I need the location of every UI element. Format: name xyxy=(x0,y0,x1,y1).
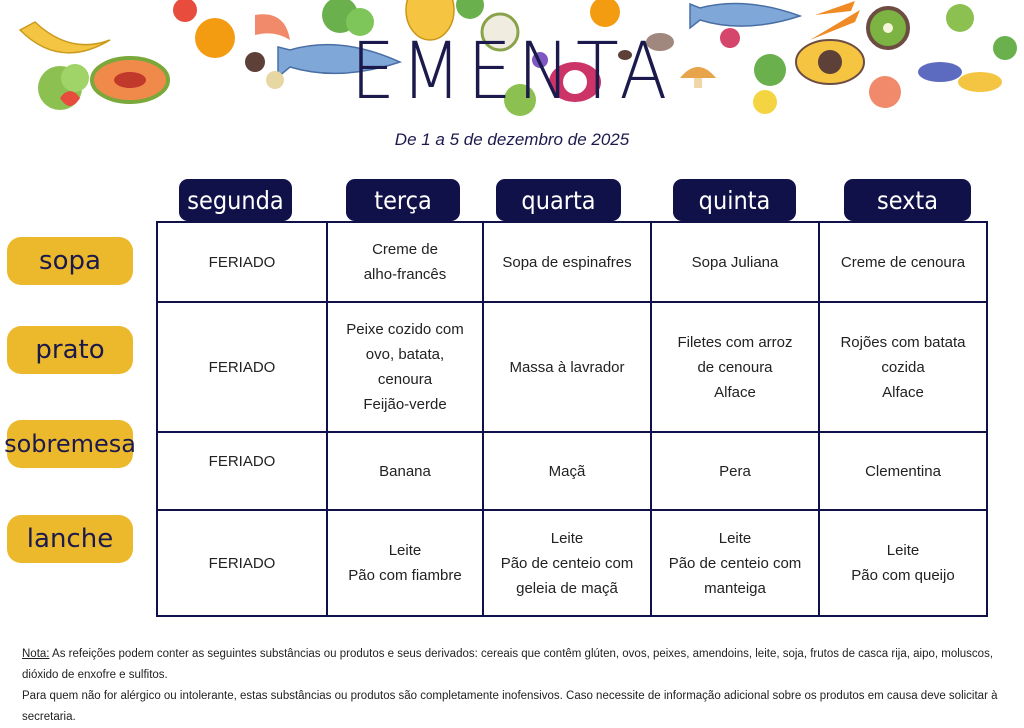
day-header-quarta: quarta xyxy=(496,179,621,221)
note-text-1: As refeições podem conter as seguintes substâncias ou produtos e seus derivados: cereais que contêm glúten, ovos, peixes, amendoins, leite, soja, frutos de casca rija, aipo, moluscos, dióxido de enxofre e sulfitos. xyxy=(22,648,994,681)
menu-cell-lanche-quarta: Leite Pão de centeio com geleia de maçã xyxy=(484,511,652,615)
menu-cell-sopa-sexta: Creme de cenoura xyxy=(820,223,986,303)
menu-cell-sopa-segunda: FERIADO xyxy=(158,223,328,303)
menu-cell-prato-segunda: FERIADO xyxy=(158,303,328,433)
page-title: EMENTA xyxy=(350,25,674,117)
row-header-sobremesa: sobremesa xyxy=(7,420,133,468)
note-text-2: Para quem não for alérgico ou intolerante, estas substâncias ou produtos são completamente inofensivos. Caso necessite de informação adicional sobre os produtos em causa deve solicitar à secretaria. xyxy=(22,690,998,723)
menu-cell-sobremesa-terca: Banana xyxy=(328,433,484,511)
allergen-note xyxy=(22,644,1002,728)
note-label: Nota: xyxy=(22,648,50,660)
menu-cell-prato-quarta: Massa à lavrador xyxy=(484,303,652,433)
menu-cell-lanche-terca: Leite Pão com fiambre xyxy=(328,511,484,615)
menu-cell-prato-sexta: Rojões com batata cozida Alface xyxy=(820,303,986,433)
menu-cell-sobremesa-quinta: Pera xyxy=(652,433,820,511)
menu-table xyxy=(156,221,988,617)
day-header-quinta: quinta xyxy=(673,179,796,221)
day-header-sexta: sexta xyxy=(844,179,971,221)
menu-cell-prato-terca: Peixe cozido com ovo, batata, cenoura Feijão-verde xyxy=(328,303,484,433)
allergen-note-line1 xyxy=(22,644,1002,686)
menu-cell-lanche-segunda: FERIADO xyxy=(158,511,328,615)
menu-cell-prato-quinta: Filetes com arroz de cenoura Alface xyxy=(652,303,820,433)
menu-cell-lanche-quinta: Leite Pão de centeio com manteiga xyxy=(652,511,820,615)
row-header-lanche: lanche xyxy=(7,515,133,563)
day-header-segunda: segunda xyxy=(179,179,292,221)
menu-cell-lanche-sexta: Leite Pão com queijo xyxy=(851,542,955,584)
menu-cell-sopa-quinta: Sopa Juliana xyxy=(652,223,820,303)
menu-cell-sobremesa-quarta: Maçã xyxy=(484,433,652,511)
menu-cell-sobremesa-segunda: FERIADO xyxy=(158,433,328,511)
menu-cell-sopa-terca: Creme de alho-francês xyxy=(328,223,484,303)
menu-cell-sobremesa-sexta: Clementina xyxy=(820,433,986,511)
menu-cell-sopa-quarta: Sopa de espinafres xyxy=(484,223,652,303)
date-range: De 1 a 5 de dezembro de 2025 xyxy=(394,130,630,149)
row-header-sopa: sopa xyxy=(7,237,133,285)
row-header-prato: prato xyxy=(7,326,133,374)
day-header-terca: terça xyxy=(346,179,460,221)
